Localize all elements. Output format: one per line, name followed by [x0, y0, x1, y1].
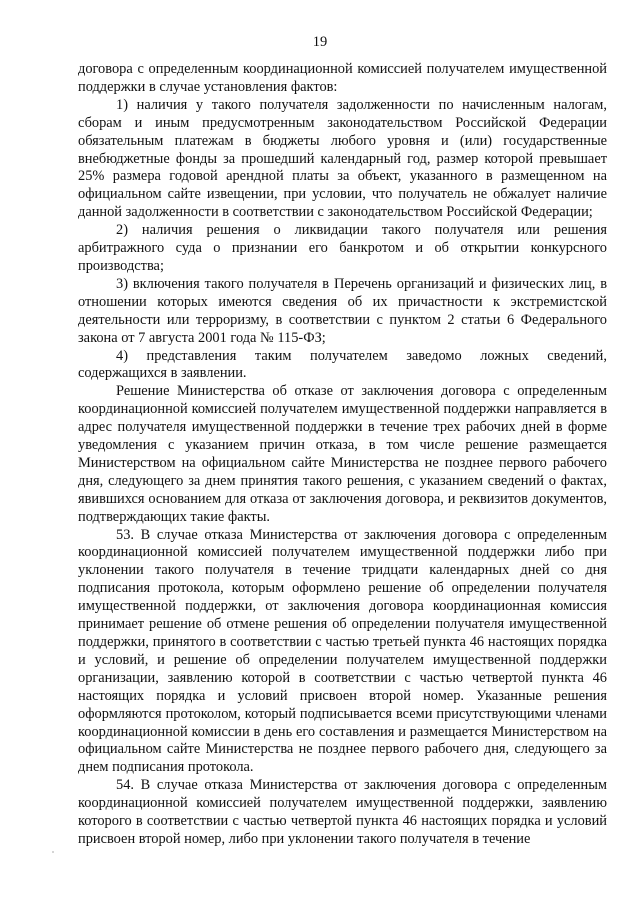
- scan-artifact: [52, 851, 54, 853]
- page-number: 19: [312, 34, 328, 50]
- list-item-1-tax-debt: 1) наличия у такого получателя задолженности по начисленным налогам, сборам и иным предусмотренным законодательством Российской Федерации обязательным платежам в бюджеты любого уровня и (или) государственные внебюджетные фонды за прошедший календарный год, размер которой превышает 25% размера годовой арендной платы за объект, указанного в размещенном на официальном сайте извещении, при условии, что получатель не обжалует наличие данной задолженности в соответствии с законодательством Российской Федерации;: [78, 96, 607, 221]
- paragraph-continuation: договора с определенным координационной комиссией получателем имущественной поддержки в случае установления фактов:: [78, 61, 607, 95]
- list-item-2-liquidation: 2) наличия решения о ликвидации такого получателя или решения арбитражного суда о признании его банкротом и об открытии конкурсного производства;: [78, 222, 607, 274]
- paragraph-clause-53: 53. В случае отказа Министерства от заключения договора с определенным координационной комиссией получателем имущественной поддержки либо при уклонении такого получателя в течение тридцати календарных дней со дня подписания протокола, которым оформлено решение об определении получателя имущественной поддержки, от заключения договора координационная комиссия принимает решение об отмене решения об определении получателя имущественной поддержки, принятого в соответствии с частью третьей пункта 46 настоящих порядка и условий, и решение об определении получателем имущественной поддержки организации, заявлению которой в соответствии с частью четвертой пункта 46 настоящих порядка и условий присвоен второй номер. Указанные решения оформляются протоколом, который подписывается всеми присутствующими членами координационной комиссии в день его составления и размещается Министерством на официальном сайте Министерства не позднее первого рабочего дня, следующего за днем подписания протокола.: [78, 526, 607, 776]
- list-item-3-extremism-list: 3) включения такого получателя в Перечень организаций и физических лиц, в отношении которых имеются сведения об их причастности к экстремистской деятельности или терроризму, в соответствии с пунктом 2 статьи 6 Федерального закона от 7 августа 2001 года № 115-ФЗ;: [78, 275, 607, 346]
- paragraph-clause-54: 54. В случае отказа Министерства от заключения договора с определенным координационной комиссией получателем имущественной поддержки, заявлению которого в соответствии с частью четвертой пункта 46 настоящих порядка и условий присвоен второй номер, либо при уклонении такого получателя в течение: [78, 777, 607, 847]
- paragraph-refusal-decision: Решение Министерства об отказе от заключения договора с определенным координационной комиссией получателем имущественной поддержки направляется в адрес получателя имущественной поддержки в течение трех рабочих дней в форме уведомления с указанием причин отказа, в том числе решение размещается Министерством на официальном сайте Министерства не позднее первого рабочего дня, следующего за днем принятия такого решения, с указанием сведений о фактах, явившихся основанием для отказа от заключения договора, и реквизитов документов, подтверждающих такие факты.: [78, 383, 607, 525]
- list-item-4-false-info: 4) представления таким получателем заведомо ложных сведений, содержащихся в заявлении.: [78, 347, 607, 382]
- document-body: [78, 61, 607, 849]
